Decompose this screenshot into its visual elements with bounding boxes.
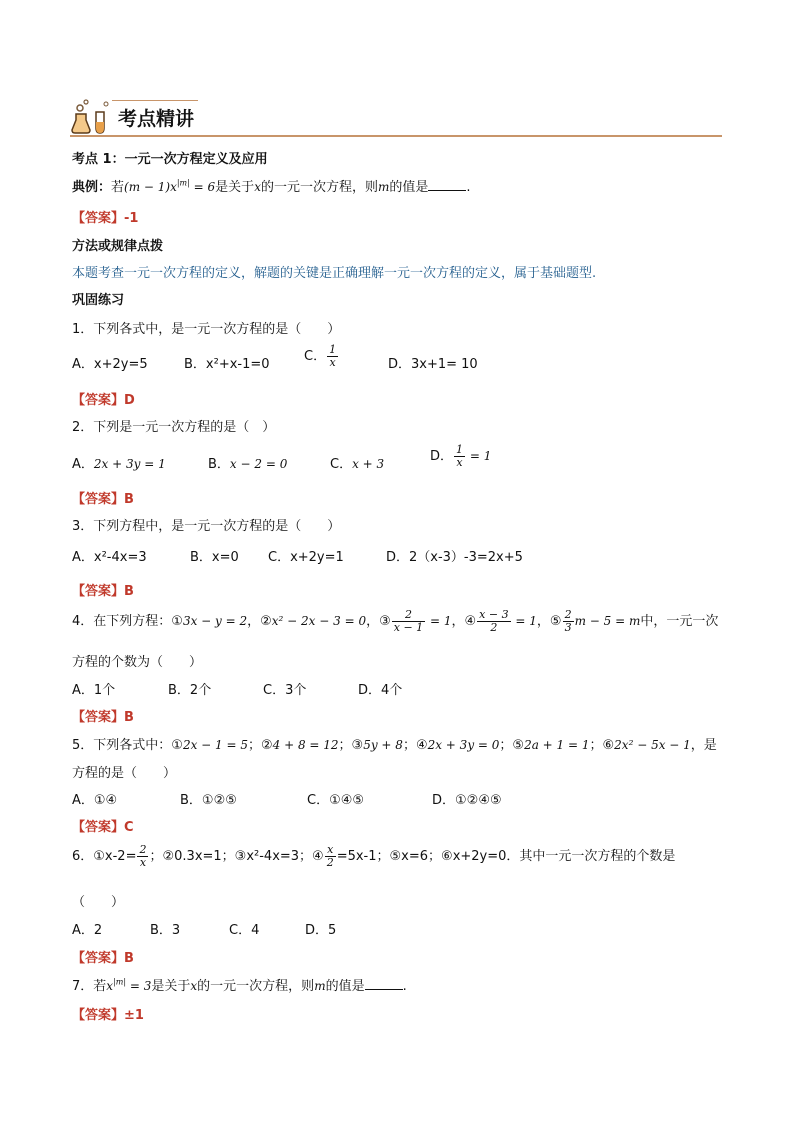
answer-label: 【答案】 [72,492,125,507]
answer-value: D [124,393,135,408]
q2-option-c [330,453,384,472]
q2-option-d [430,444,491,469]
answer-blank [428,180,466,191]
fraction-numerator: 2 [392,609,425,622]
method-title: 方法或规律点拨 [72,239,164,254]
q5-stem [72,734,717,753]
answer-label: 【答案】 [72,710,125,725]
answer-blank [365,979,403,990]
example-var-x: x [254,180,261,194]
q5-stem-start: 5．下列各式中：① [72,738,183,753]
q1-option-d: D．3x+1= 10 [388,357,478,372]
q6-option-d: D．5 [305,923,337,938]
answer-value: B [124,492,134,507]
answer-label: 【答案】 [72,820,125,835]
q3-option-c: C．x+2y=1 [268,550,344,565]
option-label: B． [208,457,230,472]
example-period: . [466,180,471,195]
answer-label: 【答案】 [72,393,125,408]
answer-value: -1 [124,211,139,226]
section-divider [70,135,722,137]
q6-option-b: B．3 [150,923,181,938]
answer-label: 【答案】 [72,1008,125,1023]
answer-q7 [72,1004,144,1023]
q4-stem-start: 4．在下列方程：① [72,614,183,629]
answer-label: 【答案】 [72,584,125,599]
answer-q6 [72,947,134,966]
fraction-numerator: 2 [139,843,147,856]
q7-expr-b: = 3 [126,979,152,993]
option-label: C． [330,457,353,472]
example-label: 典例： [72,180,112,195]
option-expr-rest: = 1 [466,449,492,463]
fraction-numerator: 1 [456,443,464,456]
q4-eq1: 3x − y = 2 [182,614,248,628]
q7-period: . [402,979,407,994]
q7-expr-sup: |m| [113,977,127,987]
q4-stem-line2: 方程的个数为（ ） [72,655,203,670]
q3-option-b: B．x=0 [190,550,239,565]
option-expr: x − 2 = 0 [229,457,288,471]
answer-q1 [72,389,135,408]
separator: ，⑤ [536,614,562,629]
q3-stem: 3．下列方程中，是一元一次方程的是（ ） [72,519,341,534]
method-text: 本题考查一元一次方程的定义，解题的关键是正确理解一元一次方程的定义，属于基础题型. [72,266,597,281]
separator: ，③ [366,614,391,629]
separator: ；② [247,738,273,753]
fraction-denominator: x − 1 [393,621,424,634]
q5-stem-line2: 方程的是（ ） [72,766,177,781]
fraction-denominator: x [139,856,147,869]
q7-part1: 7．若 [72,979,107,994]
q2-option-b [208,453,287,472]
example-expr-b: = 6 [189,180,216,194]
q3-option-a: A．x²-4x=3 [72,550,147,565]
q4-option-c: C．3个 [263,683,307,698]
example-expr-a: (m − 1)x [124,180,177,194]
q4-eq2: x² − 2x − 3 = 0 [271,614,367,628]
q6-part1: 6．①x-2= [72,849,137,864]
q5-option-a: A．①④ [72,793,118,808]
option-label: D． [430,449,454,464]
q7-part2: 是关于 [151,979,191,994]
answer-example [72,207,138,226]
q5-option-d: D．①②④⑤ [432,793,502,808]
answer-q2 [72,488,134,507]
fraction-numerator: x [325,844,336,857]
q7-var-m: m [314,979,326,993]
q7-stem [72,975,407,994]
header-accent-line [112,100,198,101]
separator: ；④ [402,738,428,753]
answer-q4 [72,706,134,725]
q5-eq2: 4 + 8 = 12 [272,738,339,752]
q1-option-c [304,344,339,369]
q4-eq3-fraction [392,609,425,634]
example-end: 的值是 [389,180,429,195]
q5-stem-end: ，是 [690,738,717,753]
answer-value: C [124,820,134,835]
q4-option-b: B．2个 [168,683,212,698]
q2-option-a [72,453,166,472]
q6-part3: =5x-1；⑤x=6；⑥x+2y=0．其中一元一次方程的个数是 [336,849,676,864]
q2-stem: 2．下列是一元一次方程的是（ ） [72,420,276,435]
q7-expr: x [106,979,114,993]
kp1-title: 考点 1：一元一次方程定义及应用 [72,152,268,167]
q5-option-b: B．①②⑤ [180,793,237,808]
example-prefix: 若 [111,180,125,195]
separator: ，④ [451,614,477,629]
page-title: 考点精讲 [118,108,195,130]
q4-option-d: D．4个 [358,683,403,698]
q5-eq6: 2x² − 5x − 1 [614,738,691,752]
q5-option-c: C．①④⑤ [307,793,365,808]
q5-eq1: 2x − 1 = 5 [182,738,248,752]
answer-value: B [124,951,134,966]
q1-stem: 1．下列各式中，是一元一次方程的是（ ） [72,322,341,337]
fraction-numerator: 2 [564,608,572,621]
answer-value: ±1 [124,1008,144,1023]
q1-option-c-fraction [327,344,338,369]
q1-option-b: B．x²+x-1=0 [184,357,270,372]
q7-part3: 的一元一次方程，则 [197,979,315,994]
separator: ；③ [338,738,364,753]
q6-part2: ；②0.3x=1；③x²-4x=3；④ [149,849,324,864]
q5-eq5: 2a + 1 = 1 [524,738,590,752]
flask-icon [70,98,112,134]
option-label: A． [72,457,94,472]
q6-stem-line2: （ ） [72,895,125,910]
option-expr: x + 3 [352,457,385,471]
answer-label: 【答案】 [72,951,125,966]
q2-option-d-fraction [454,444,465,469]
fraction-denominator: x [329,356,336,369]
fraction-numerator: x − 3 [479,608,509,621]
separator: ；⑤ [499,738,525,753]
separator: ，② [247,614,272,629]
fraction-denominator: 3 [564,621,572,634]
q6-fraction1 [137,844,148,869]
q7-var-x: x [190,979,198,993]
answer-label: 【答案】 [72,211,125,226]
fraction-denominator: x [456,456,463,469]
fraction-denominator: 2 [490,621,498,634]
q4-eq3-rest: = 1 [426,614,452,628]
example-expr-sup: |m| [176,178,190,188]
q4-eq5-fraction [563,609,574,634]
example-mid2: 的一元一次方程，则 [260,180,378,195]
answer-value: B [124,584,134,599]
header-icon [70,98,112,134]
q5-eq3: 5y + 8 [363,738,403,752]
separator: ；⑥ [589,738,615,753]
practice-title: 巩固练习 [72,293,125,308]
example-var-m: m [377,180,390,194]
q4-stem-end: 中，一元一次 [640,614,719,629]
example-mid: 是关于 [215,180,255,195]
q7-part4: 的值是 [325,979,365,994]
fraction-denominator: 2 [326,856,334,869]
q5-eq4: 2x + 3y = 0 [427,738,500,752]
q4-stem [72,609,718,634]
answer-value: B [124,710,134,725]
q4-eq4-fraction [477,609,510,634]
q6-option-a: A．2 [72,923,103,938]
example-line [72,176,471,195]
q1-option-c-label: C． [304,349,327,364]
answer-q3 [72,580,134,599]
q6-option-c: C．4 [229,923,260,938]
q6-stem [72,844,675,869]
q4-eq4-rest: = 1 [511,614,537,628]
fraction-numerator: 1 [329,343,337,356]
q4-eq5-rest: m − 5 = m [574,614,641,628]
option-expr: 2x + 3y = 1 [93,457,166,471]
q4-option-a: A．1个 [72,683,116,698]
q6-fraction2 [325,844,336,869]
q1-option-a: A．x+2y=5 [72,357,148,372]
answer-q5 [72,816,134,835]
q3-option-d: D．2（x-3）-3=2x+5 [386,550,523,565]
